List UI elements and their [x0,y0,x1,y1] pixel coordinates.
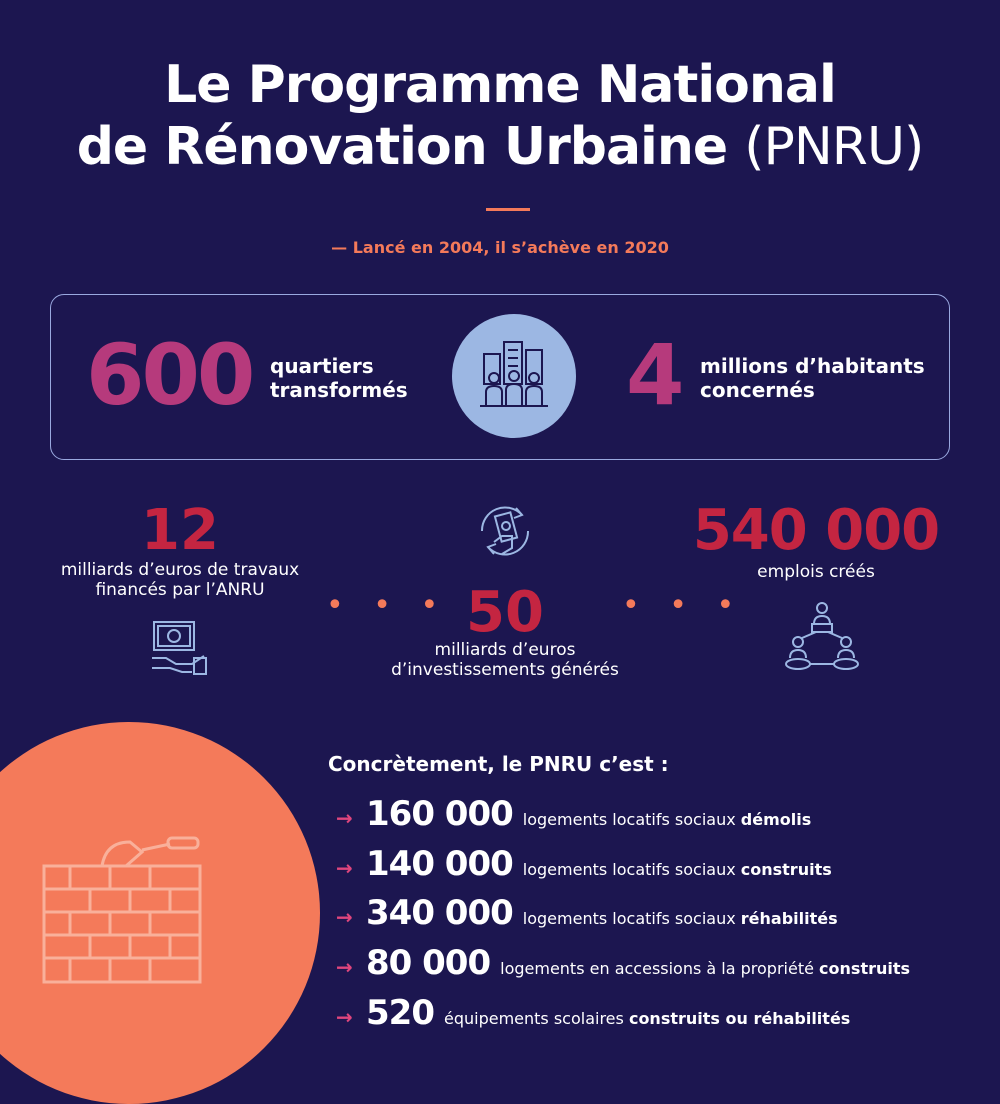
emplois-number: 540 000 [692,498,940,563]
travaux-number: 12 [141,498,219,563]
money-hand-icon [148,614,212,682]
list-item: → 140 000 logements locatifs sociaux construits [336,844,832,884]
network-people-icon [782,598,862,682]
city-people-icon [452,314,576,438]
arrow-right-icon: → [336,806,353,830]
list-item: → 340 000 logements locatifs sociaux réhabilités [336,893,838,933]
money-cycle-icon [472,498,538,568]
dots-separator-left: • • • [326,588,449,623]
habitants-label: millions d’habitants concernés [700,354,925,402]
quartiers-number: 600 [86,326,253,424]
emplois-label: emplois créés [757,562,875,582]
habitants-number: 4 [626,326,685,424]
arrow-right-icon: → [336,1005,353,1029]
title-divider [486,208,530,211]
title-acronym: (PNRU) [744,117,924,177]
investissements-number: 50 [466,580,544,645]
concretement-heading: Concrètement, le PNRU c’est : [328,752,669,776]
page-title-line1: Le Programme National [164,55,836,115]
brick-wall-trowel-icon [40,836,210,990]
list-item: → 80 000 logements en accessions à la propriété construits [336,943,911,983]
page-title-line2: de Rénovation Urbaine (PNRU) [76,117,924,177]
arrow-right-icon: → [336,955,353,979]
subtitle: — Lancé en 2004, il s’achève en 2020 [331,238,669,257]
dots-separator-right: • • • [622,588,745,623]
arrow-right-icon: → [336,856,353,880]
quartiers-label: quartiers transformés [270,354,408,402]
arrow-right-icon: → [336,905,353,929]
list-item: → 160 000 logements locatifs sociaux démolis [336,794,812,834]
travaux-label: milliards d’euros de travaux financés par l’ANRU [60,560,300,600]
investissements-label: milliards d’euros d’investissements générés [391,640,619,680]
list-item: → 520 équipements scolaires construits ou réhabilités [336,993,851,1033]
